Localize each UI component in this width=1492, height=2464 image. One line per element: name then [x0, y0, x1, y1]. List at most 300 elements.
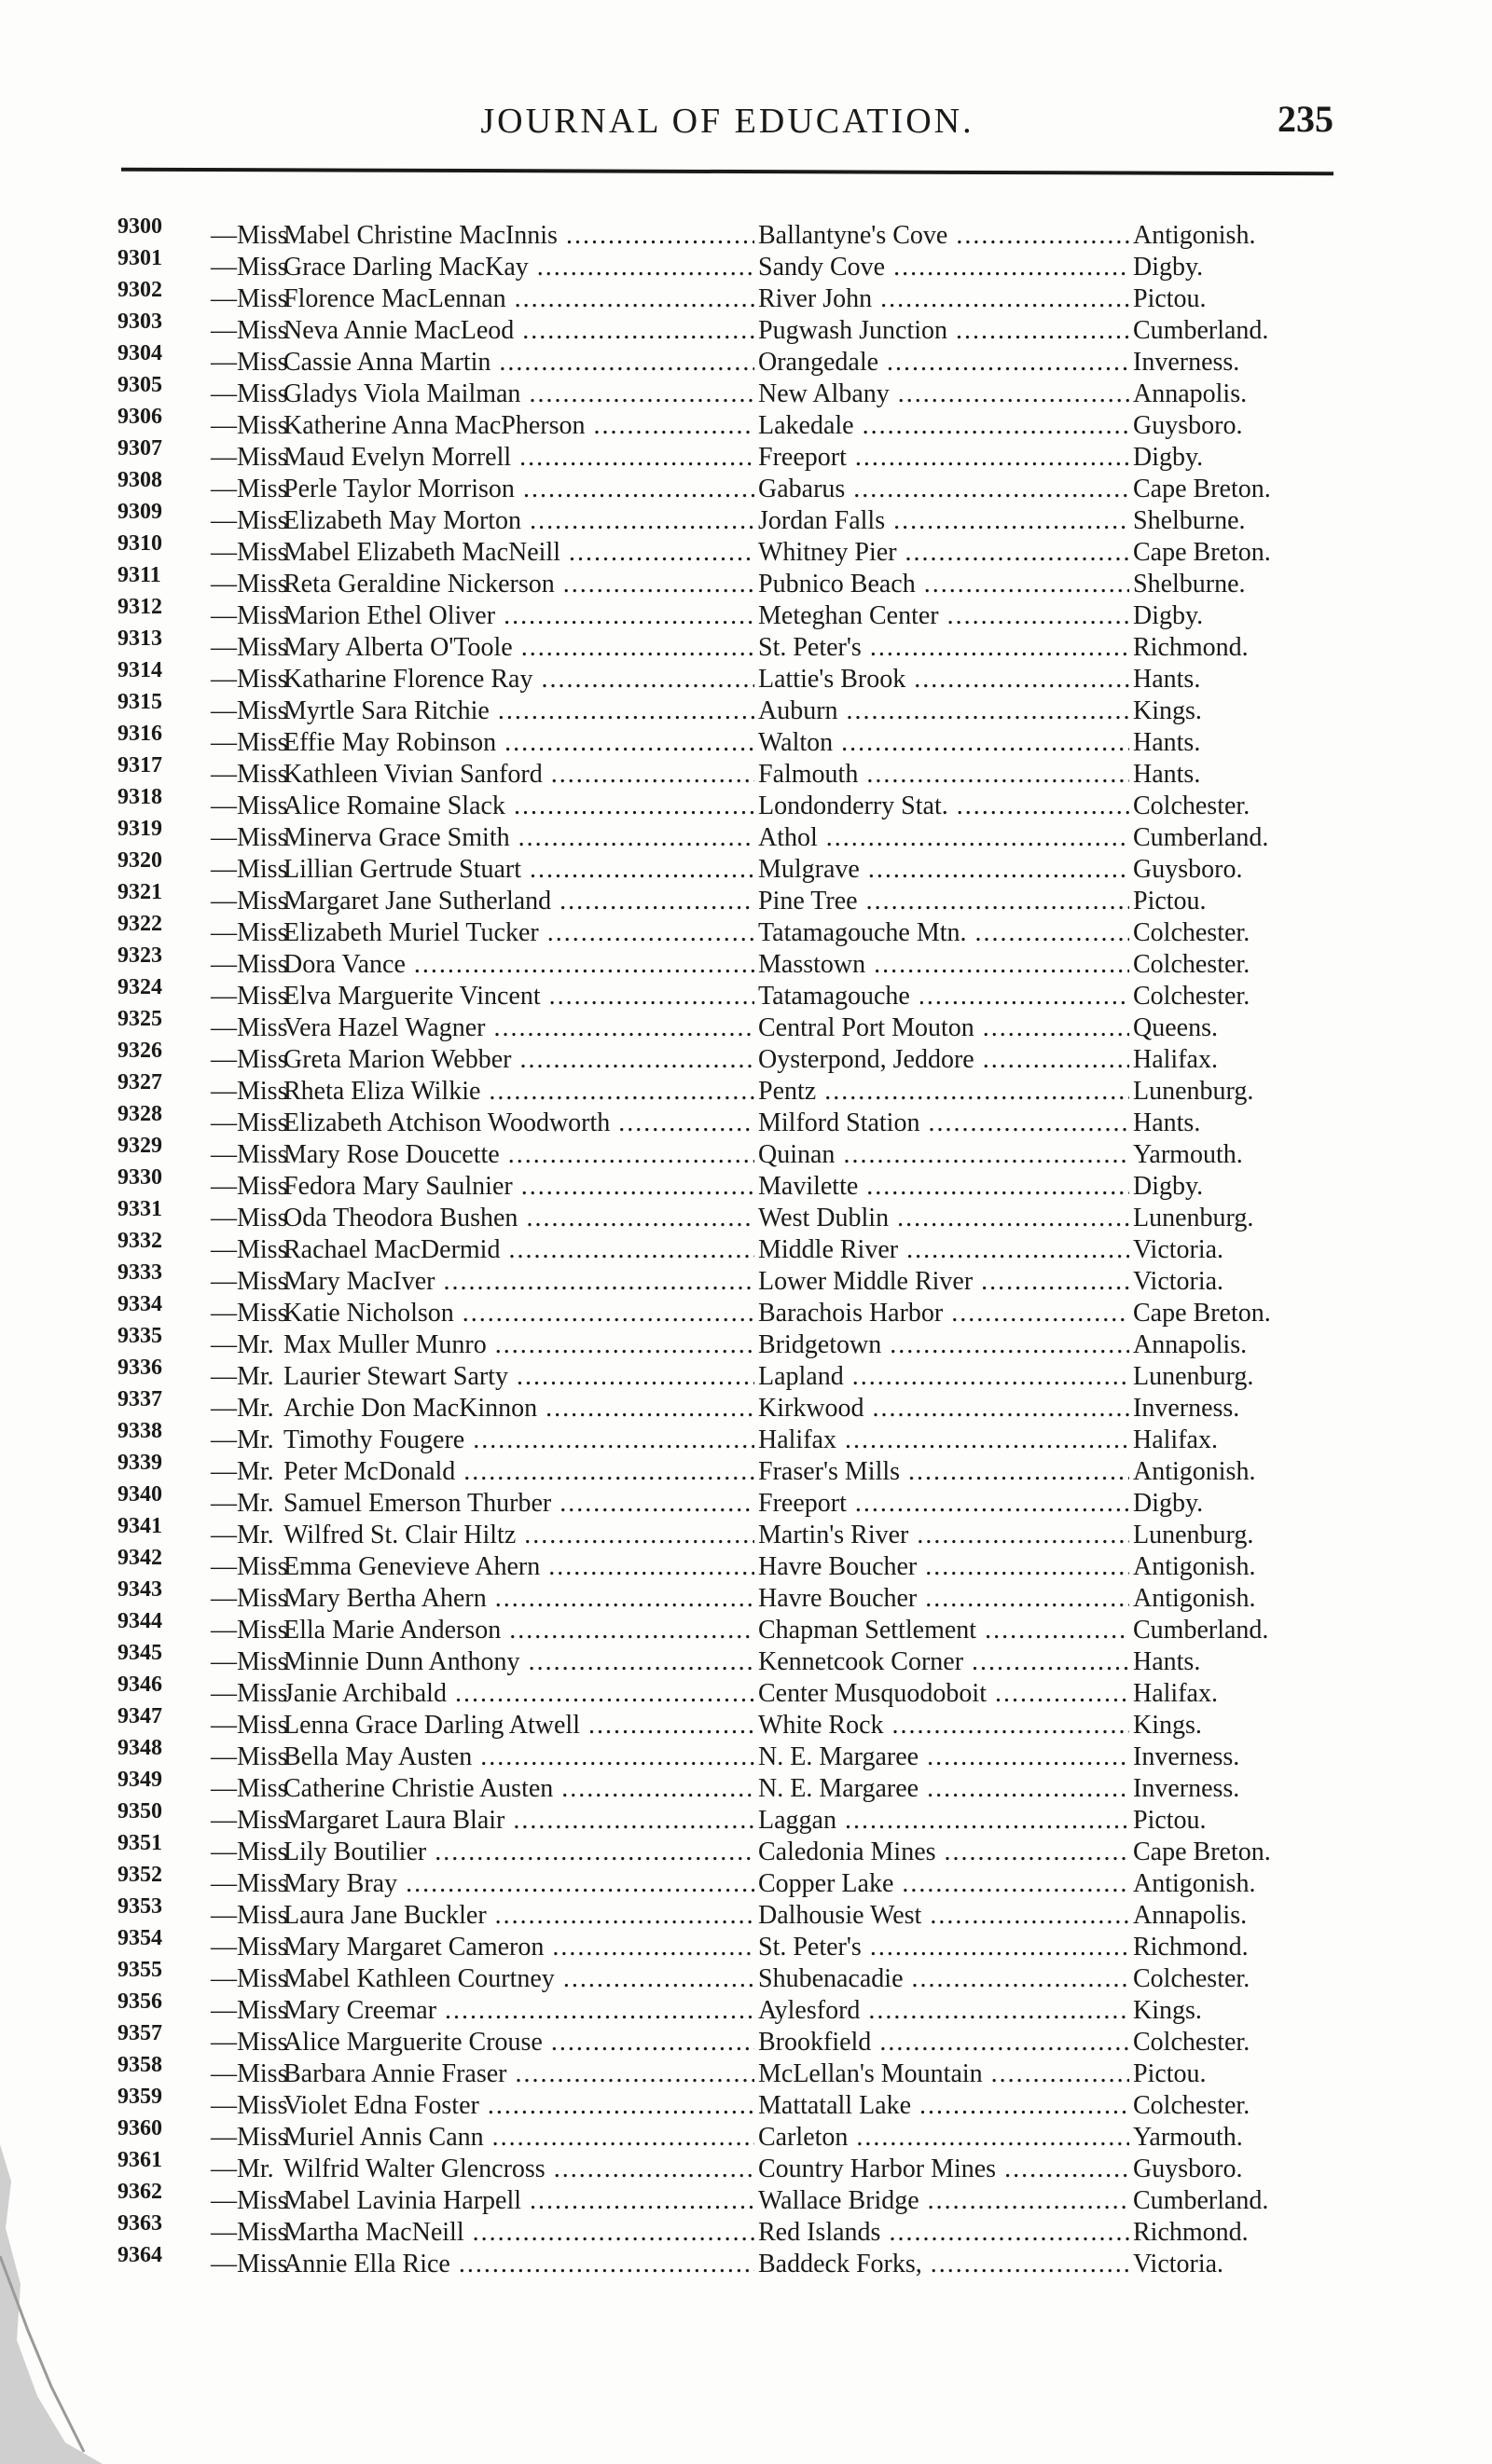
- journal-title: JOURNAL OF EDUCATION.: [480, 102, 974, 141]
- entry-title: —Miss: [211, 1013, 288, 1042]
- entry-title: —Miss: [211, 348, 288, 377]
- entry-title: —Miss: [211, 1108, 288, 1137]
- entry-name: Ella Marie Anderson .....: [283, 1615, 857, 1646]
- list-item: [117, 1641, 1348, 1678]
- entry-number: 9355: [117, 1958, 162, 1982]
- list-item: [117, 1324, 1348, 1361]
- entry-name: Margaret Jane Sutherland .....: [283, 886, 857, 917]
- list-item: [117, 436, 1348, 474]
- entry-name: Timothy Fougere .....: [283, 1425, 857, 1456]
- entry-number: 9306: [117, 405, 162, 429]
- entry-name: Florence MacLennan .....: [283, 283, 857, 315]
- list-item: [117, 2180, 1348, 2217]
- entry-name: Wilfrid Walter Glencross .....: [283, 2154, 857, 2185]
- entry-place: Pine Tree .....: [754, 886, 1133, 917]
- entry-number: 9362: [117, 2180, 162, 2204]
- entry-name: Margaret Laura Blair .....: [283, 1805, 857, 1837]
- list-item: [117, 1356, 1348, 1393]
- list-item: [117, 1863, 1348, 1900]
- entry-place: Shubenacadie .....: [754, 1963, 1133, 1995]
- list-item: [117, 1102, 1348, 1139]
- entry-county: Antigonish.: [1129, 1551, 1255, 1583]
- entry-title: —Miss: [211, 1045, 288, 1074]
- entry-name: Max Muller Munro .....: [283, 1329, 857, 1361]
- entry-name: Oda Theodora Bushen .....: [283, 1203, 857, 1234]
- entry-title: —Miss: [211, 1552, 288, 1581]
- entry-county: Hants.: [1129, 1108, 1200, 1139]
- entry-number: 9347: [117, 1704, 162, 1728]
- list-item: [117, 214, 1348, 252]
- entry-title: —Miss: [211, 1584, 288, 1613]
- entry-title: —Miss: [211, 2059, 288, 2088]
- header-rule: [121, 168, 1333, 176]
- entry-title: —Mr.: [211, 1521, 274, 1549]
- entry-place: New Albany .....: [754, 379, 1133, 410]
- entry-title: —Miss: [211, 2186, 288, 2215]
- entry-title: —Miss: [211, 1172, 288, 1201]
- entry-name: Vera Hazel Wagner .....: [283, 1012, 857, 1044]
- list-item: [117, 658, 1348, 695]
- entry-number: 9315: [117, 690, 162, 714]
- entry-place: Lakedale .....: [754, 410, 1133, 442]
- entry-name: Emma Genevieve Ahern .....: [283, 1551, 857, 1583]
- entry-county: Colchester.: [1129, 2090, 1250, 2122]
- entry-number: 9313: [117, 626, 162, 651]
- entry-number: 9350: [117, 1799, 162, 1824]
- entry-list: [117, 214, 1348, 2280]
- entry-place: Sandy Cove .....: [754, 252, 1133, 283]
- entry-title: —Miss: [211, 760, 288, 789]
- entry-number: 9345: [117, 1641, 162, 1665]
- entry-name: Grace Darling MacKay .....: [283, 252, 857, 283]
- entry-place: Meteghan Center .....: [754, 600, 1133, 632]
- entry-place: Aylesford .....: [754, 1995, 1133, 2027]
- entry-county: Antigonish.: [1129, 1456, 1255, 1488]
- entry-county: Digby.: [1129, 442, 1203, 474]
- entry-name: Katie Nicholson .....: [283, 1298, 857, 1329]
- entry-title: —Miss: [211, 633, 288, 662]
- entry-place: Lapland .....: [754, 1361, 1133, 1393]
- entry-title: —Miss: [211, 411, 288, 440]
- entry-place: Baddeck Forks, .....: [754, 2249, 1133, 2280]
- list-item: [117, 468, 1348, 505]
- entry-title: —Mr.: [211, 1394, 274, 1423]
- entry-county: Digby.: [1129, 600, 1203, 632]
- entry-number: 9332: [117, 1229, 162, 1253]
- entry-title: —Mr.: [211, 1330, 274, 1359]
- entry-title: —Miss: [211, 284, 288, 313]
- entry-number: 9333: [117, 1260, 162, 1285]
- entry-title: —Miss: [211, 1647, 288, 1676]
- entry-number: 9336: [117, 1356, 162, 1380]
- entry-county: Halifax.: [1129, 1678, 1218, 1710]
- entry-name: Lenna Grace Darling Atwell .....: [283, 1710, 857, 1741]
- list-item: [117, 626, 1348, 664]
- entry-place: Havre Boucher .....: [754, 1551, 1133, 1583]
- list-item: [117, 690, 1348, 727]
- list-item: [117, 341, 1348, 379]
- entry-county: Lunenburg.: [1129, 1076, 1253, 1108]
- entry-county: Yarmouth.: [1129, 2122, 1243, 2154]
- entry-number: 9346: [117, 1672, 162, 1697]
- entry-place: Lattie's Brook .....: [754, 664, 1133, 695]
- entry-place: N. E. Margaree .....: [754, 1773, 1133, 1805]
- entry-place: Quinan .....: [754, 1139, 1133, 1171]
- entry-place: Center Musquodoboit .....: [754, 1678, 1133, 1710]
- entry-title: —Miss: [211, 1140, 288, 1169]
- entry-number: 9322: [117, 912, 162, 936]
- list-item: [117, 246, 1348, 283]
- entry-place: Dalhousie West .....: [754, 1900, 1133, 1932]
- entry-county: Annapolis.: [1129, 1329, 1247, 1361]
- entry-name: Myrtle Sara Ritchie .....: [283, 695, 857, 727]
- entry-title: —Miss: [211, 475, 288, 503]
- entry-name: Laurier Stewart Sarty .....: [283, 1361, 857, 1393]
- entry-place: Walton .....: [754, 727, 1133, 759]
- entry-name: Rheta Eliza Wilkie .....: [283, 1076, 857, 1108]
- entry-title: —Mr.: [211, 1489, 274, 1518]
- entry-number: 9328: [117, 1102, 162, 1126]
- entry-name: Kathleen Vivian Sanford .....: [283, 759, 857, 791]
- entry-name: Lily Boutilier .....: [283, 1837, 857, 1868]
- entry-name: Reta Geraldine Nickerson .....: [283, 569, 857, 600]
- entry-county: Kings.: [1129, 695, 1202, 727]
- entry-place: Falmouth .....: [754, 759, 1133, 791]
- entry-county: Antigonish.: [1129, 1868, 1255, 1900]
- entry-name: Annie Ella Rice .....: [283, 2249, 857, 2280]
- entry-county: Pictou.: [1129, 2058, 1207, 2090]
- entry-title: —Miss: [211, 1267, 288, 1296]
- entry-place: Oysterpond, Jeddore .....: [754, 1044, 1133, 1076]
- list-item: [117, 785, 1348, 822]
- entry-number: 9310: [117, 531, 162, 556]
- entry-place: Bridgetown .....: [754, 1329, 1133, 1361]
- list-item: [117, 1704, 1348, 1741]
- entry-title: —Miss: [211, 887, 288, 915]
- entry-number: 9308: [117, 468, 162, 492]
- entry-name: Mary MacIver .....: [283, 1266, 857, 1298]
- entry-place: Wallace Bridge .....: [754, 2185, 1133, 2217]
- entry-place: Kirkwood .....: [754, 1393, 1133, 1425]
- list-item: [117, 2243, 1348, 2280]
- entry-county: Guysboro.: [1129, 2154, 1242, 2185]
- entry-place: Middle River .....: [754, 1234, 1133, 1266]
- entry-place: Ballantyne's Cove .....: [754, 220, 1133, 252]
- entry-county: Hants.: [1129, 759, 1200, 791]
- entry-county: Halifax.: [1129, 1425, 1218, 1456]
- entry-title: —Miss: [211, 601, 288, 630]
- entry-place: Central Port Mouton .....: [754, 1012, 1133, 1044]
- entry-number: 9339: [117, 1451, 162, 1475]
- entry-county: Colchester.: [1129, 917, 1250, 949]
- entry-number: 9351: [117, 1831, 162, 1855]
- entry-title: —Miss: [211, 1204, 288, 1232]
- entry-county: Lunenburg.: [1129, 1203, 1253, 1234]
- entry-name: Minerva Grace Smith .....: [283, 822, 857, 854]
- list-item: [117, 1894, 1348, 1932]
- entry-number: 9331: [117, 1197, 162, 1221]
- entry-name: Bella May Austen .....: [283, 1741, 857, 1773]
- entry-number: 9317: [117, 753, 162, 778]
- entry-number: 9327: [117, 1070, 162, 1094]
- entry-county: Cape Breton.: [1129, 537, 1271, 569]
- entry-number: 9325: [117, 1007, 162, 1031]
- entry-name: Elizabeth Muriel Tucker .....: [283, 917, 857, 949]
- entry-number: 9342: [117, 1546, 162, 1570]
- entry-title: —Mr.: [211, 1457, 274, 1486]
- entry-place: Orangedale .....: [754, 347, 1133, 379]
- entry-number: 9357: [117, 2021, 162, 2045]
- list-item: [117, 1070, 1348, 1108]
- entry-name: Gladys Viola Mailman .....: [283, 379, 857, 410]
- entry-place: Freeport .....: [754, 442, 1133, 474]
- entry-name: Catherine Christie Austen .....: [283, 1773, 857, 1805]
- entry-county: Pictou.: [1129, 283, 1207, 315]
- entry-number: 9304: [117, 341, 162, 365]
- list-item: [117, 405, 1348, 442]
- entry-county: Colchester.: [1129, 2027, 1250, 2058]
- entry-county: Annapolis.: [1129, 379, 1247, 410]
- list-item: [117, 310, 1348, 347]
- entry-county: Inverness.: [1129, 1773, 1239, 1805]
- entry-number: 9343: [117, 1577, 162, 1602]
- entry-number: 9311: [117, 563, 161, 587]
- entry-number: 9314: [117, 658, 162, 682]
- entry-name: Elizabeth Atchison Woodworth .....: [283, 1108, 857, 1139]
- page-number: 235: [1278, 98, 1333, 140]
- entry-title: —Miss: [211, 918, 288, 947]
- entry-county: Colchester.: [1129, 1963, 1250, 1995]
- list-item: [117, 1165, 1348, 1203]
- entry-title: —Miss: [211, 316, 288, 345]
- entry-county: Antigonish.: [1129, 1583, 1255, 1615]
- list-item: [117, 975, 1348, 1012]
- entry-title: —Miss: [211, 2028, 288, 2057]
- entry-name: Lillian Gertrude Stuart .....: [283, 854, 857, 886]
- entry-name: Mary Creemar .....: [283, 1995, 857, 2027]
- list-item: [117, 1229, 1348, 1266]
- entry-number: 9303: [117, 310, 162, 334]
- entry-name: Mary Rose Doucette .....: [283, 1139, 857, 1171]
- entry-county: Pictou.: [1129, 886, 1207, 917]
- entry-name: Fedora Mary Saulnier .....: [283, 1171, 857, 1203]
- entry-name: Katherine Anna MacPherson .....: [283, 410, 857, 442]
- entry-number: 9348: [117, 1736, 162, 1760]
- list-item: [117, 1989, 1348, 2027]
- list-item: [117, 1799, 1348, 1837]
- entry-title: —Miss: [211, 950, 288, 979]
- entry-place: Caledonia Mines .....: [754, 1837, 1133, 1868]
- entry-county: Cape Breton.: [1129, 1837, 1271, 1868]
- entry-name: Mabel Lavinia Harpell .....: [283, 2185, 857, 2217]
- entry-place: Pubnico Beach .....: [754, 569, 1133, 600]
- entry-place: Halifax .....: [754, 1425, 1133, 1456]
- entry-name: Archie Don MacKinnon .....: [283, 1393, 857, 1425]
- entry-county: Annapolis.: [1129, 1900, 1247, 1932]
- entry-place: McLellan's Mountain .....: [754, 2058, 1133, 2090]
- entry-county: Cape Breton.: [1129, 474, 1271, 505]
- entry-name: Katharine Florence Ray .....: [283, 664, 857, 695]
- entry-title: —Miss: [211, 443, 288, 472]
- list-item: [117, 817, 1348, 854]
- entry-title: —Miss: [211, 1996, 288, 2025]
- entry-name: Muriel Annis Cann .....: [283, 2122, 857, 2154]
- entry-county: Halifax.: [1129, 1044, 1218, 1076]
- entry-name: Mary Alberta O'Toole .....: [283, 632, 857, 664]
- entry-place: Brookfield .....: [754, 2027, 1133, 2058]
- entry-place: Havre Boucher .....: [754, 1583, 1133, 1615]
- entry-name: Mabel Christine MacInnis .....: [283, 220, 857, 252]
- entry-title: —Miss: [211, 728, 288, 757]
- entry-title: —Miss: [211, 1616, 288, 1645]
- entry-name: Cassie Anna Martin .....: [283, 347, 857, 379]
- list-item: [117, 1609, 1348, 1646]
- entry-number: 9356: [117, 1989, 162, 2014]
- entry-place: Carleton .....: [754, 2122, 1133, 2154]
- entry-name: Peter McDonald .....: [283, 1456, 857, 1488]
- entry-number: 9324: [117, 975, 162, 999]
- entry-name: Alice Marguerite Crouse .....: [283, 2027, 857, 2058]
- entry-county: Digby.: [1129, 1171, 1203, 1203]
- entry-name: Dora Vance .....: [283, 949, 857, 981]
- entry-place: Milford Station .....: [754, 1108, 1133, 1139]
- entry-place: Tatamagouche .....: [754, 981, 1133, 1012]
- list-item: [117, 595, 1348, 632]
- entry-name: Rachael MacDermid .....: [283, 1234, 857, 1266]
- entry-county: Victoria.: [1129, 1234, 1223, 1266]
- entry-number: 9334: [117, 1292, 162, 1316]
- entry-number: 9338: [117, 1419, 162, 1443]
- entry-number: 9321: [117, 880, 162, 904]
- entry-title: —Miss: [211, 696, 288, 725]
- entry-name: Wilfred St. Clair Hiltz .....: [283, 1520, 857, 1551]
- entry-county: Cape Breton.: [1129, 1298, 1271, 1329]
- entry-number: 9340: [117, 1482, 162, 1507]
- entry-county: Guysboro.: [1129, 410, 1242, 442]
- list-item: [117, 1514, 1348, 1551]
- entry-title: —Miss: [211, 570, 288, 599]
- list-item: [117, 2085, 1348, 2122]
- entry-title: —Miss: [211, 665, 288, 694]
- entry-name: Effie May Robinson .....: [283, 727, 857, 759]
- entry-county: Hants.: [1129, 1646, 1200, 1678]
- list-item: [117, 1039, 1348, 1076]
- list-item: [117, 1260, 1348, 1298]
- entry-place: Country Harbor Mines .....: [754, 2154, 1133, 2185]
- entry-place: Barachois Harbor .....: [754, 1298, 1133, 1329]
- list-item: [117, 1736, 1348, 1773]
- list-item: [117, 943, 1348, 981]
- list-item: [117, 278, 1348, 315]
- entry-name: Marion Ethel Oliver .....: [283, 600, 857, 632]
- entry-county: Victoria.: [1129, 2249, 1223, 2280]
- entry-name: Neva Annie MacLeod .....: [283, 315, 857, 347]
- entry-place: Mulgrave .....: [754, 854, 1133, 886]
- entry-place: Masstown .....: [754, 949, 1133, 981]
- entry-place: Freeport .....: [754, 1488, 1133, 1520]
- entry-place: Jordan Falls .....: [754, 505, 1133, 537]
- entry-name: Mary Bertha Ahern .....: [283, 1583, 857, 1615]
- entry-title: —Miss: [211, 1235, 288, 1264]
- list-item: [117, 1546, 1348, 1583]
- entry-number: 9318: [117, 785, 162, 809]
- entry-place: N. E. Margaree .....: [754, 1741, 1133, 1773]
- entry-place: White Rock .....: [754, 1710, 1133, 1741]
- entry-county: Shelburne.: [1129, 505, 1246, 537]
- entry-county: Digby.: [1129, 252, 1203, 283]
- list-item: [117, 1768, 1348, 1805]
- list-item: [117, 2021, 1348, 2058]
- entry-county: Cumberland.: [1129, 2185, 1268, 2217]
- entry-county: Colchester.: [1129, 949, 1250, 981]
- entry-place: Pugwash Junction .....: [754, 315, 1133, 347]
- list-item: [117, 1831, 1348, 1868]
- list-item: [117, 1197, 1348, 1234]
- entry-number: 9312: [117, 595, 162, 619]
- entry-county: Lunenburg.: [1129, 1361, 1253, 1393]
- entry-name: Laura Jane Buckler .....: [283, 1900, 857, 1932]
- entry-title: —Miss: [211, 2123, 288, 2152]
- entry-title: —Mr.: [211, 1425, 274, 1454]
- entry-place: River John .....: [754, 283, 1133, 315]
- entry-title: —Miss: [211, 1901, 288, 1930]
- entry-name: Martha MacNeill .....: [283, 2217, 857, 2249]
- entry-place: West Dublin .....: [754, 1203, 1133, 1234]
- entry-county: Kings.: [1129, 1995, 1202, 2027]
- entry-place: Chapman Settlement .....: [754, 1615, 1133, 1646]
- entry-number: 9349: [117, 1768, 162, 1792]
- entry-number: 9353: [117, 1894, 162, 1919]
- entry-county: Inverness.: [1129, 1741, 1239, 1773]
- entry-number: 9300: [117, 214, 162, 239]
- entry-county: Cumberland.: [1129, 822, 1268, 854]
- entry-place: Athol .....: [754, 822, 1133, 854]
- entry-title: —Miss: [211, 2218, 288, 2247]
- entry-number: 9335: [117, 1324, 162, 1348]
- entry-title: —Miss: [211, 855, 288, 884]
- entry-number: 9301: [117, 246, 162, 270]
- entry-county: Digby.: [1129, 1488, 1203, 1520]
- entry-county: Pictou.: [1129, 1805, 1207, 1837]
- entry-number: 9330: [117, 1165, 162, 1190]
- entry-number: 9316: [117, 722, 162, 746]
- entry-county: Queens.: [1129, 1012, 1218, 1044]
- page-header: [121, 93, 1333, 149]
- entry-number: 9358: [117, 2053, 162, 2077]
- entry-name: Janie Archibald .....: [283, 1678, 857, 1710]
- entry-name: Elva Marguerite Vincent .....: [283, 981, 857, 1012]
- entry-county: Lunenburg.: [1129, 1520, 1253, 1551]
- list-item: [117, 722, 1348, 759]
- entry-title: —Miss: [211, 1869, 288, 1898]
- entry-county: Colchester.: [1129, 791, 1250, 822]
- entry-place: Auburn .....: [754, 695, 1133, 727]
- entry-title: —Miss: [211, 506, 288, 535]
- list-item: [117, 1958, 1348, 1995]
- entry-name: Mabel Kathleen Courtney .....: [283, 1963, 857, 1995]
- entry-title: —Miss: [211, 1742, 288, 1771]
- entry-place: St. Peter's .....: [754, 1932, 1133, 1963]
- entry-place: Mattatall Lake .....: [754, 2090, 1133, 2122]
- entry-number: 9329: [117, 1134, 162, 1158]
- entry-number: 9361: [117, 2148, 162, 2172]
- entry-place: Whitney Pier .....: [754, 537, 1133, 569]
- list-item: [117, 1926, 1348, 1963]
- entry-county: Antigonish.: [1129, 220, 1255, 252]
- entry-title: —Miss: [211, 1711, 288, 1740]
- list-item: [117, 1577, 1348, 1615]
- entry-title: —Miss: [211, 538, 288, 567]
